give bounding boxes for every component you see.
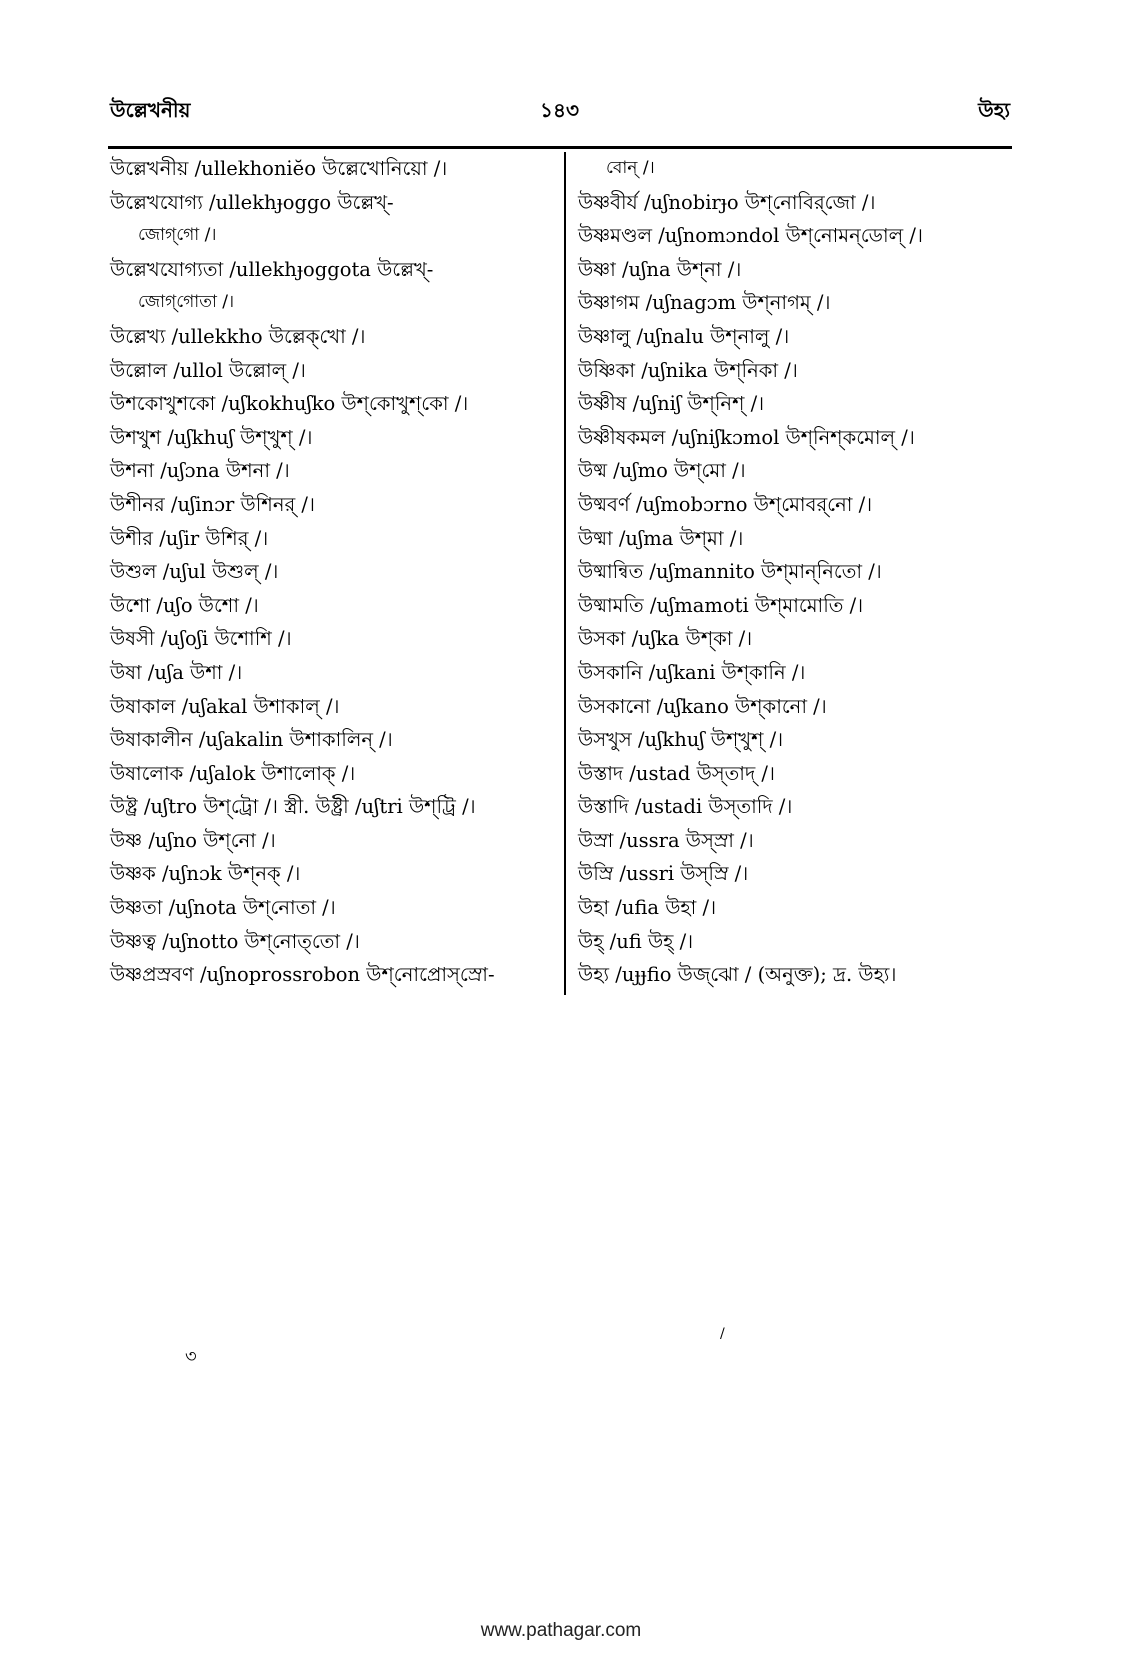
dictionary-entry: উষ্মবর্ণ /uʃmobɔrno উশ্‌মোবর্‌নো /। [578, 492, 873, 516]
dictionary-entry: উষসী /uʃoʃi উশোশি /। [110, 627, 292, 651]
dictionary-entry: উল্লেখনীয় /ullekhoniĕo উল্লেখোনিয়ো /। [110, 157, 448, 180]
dictionary-entry: উস্তাদি /ustadi উস্‌তাদি /। [578, 795, 793, 819]
dictionary-entry: উষ্ণিকা /uʃnika উশ্‌নিকা /। [578, 358, 798, 382]
dictionary-entry: উষাকালীন /uʃakalin উশাকালিন্ /। [110, 728, 393, 752]
dictionary-entry: উল্লোল /ullol উল্লোল্ /। [110, 358, 306, 382]
dictionary-entry: উষাকাল /uʃakal উশাকাল্ /। [110, 694, 340, 718]
dictionary-entry: উহ্ /ufi উহ্ /। [578, 929, 694, 953]
dictionary-entry: উল্লেখযোগ্যতা /ullekhɟoggota উল্লেখ্- [110, 257, 434, 281]
dictionary-entry: উষ্ণত্ব /uʃnotto উশ্‌নোত্‌তো /। [110, 929, 360, 953]
column-divider [564, 152, 566, 995]
dictionary-entry: উসকানো /uʃkano উশ্‌কানো /। [578, 694, 827, 718]
dictionary-entry: উষ্ণপ্রস্রবণ /uʃnoprossrobon উশ্‌নোপ্রোস্‌স্রো- [110, 963, 495, 987]
page-number: ১৪৩ [540, 98, 579, 122]
dictionary-entry-continuation: বোন্ /। [606, 158, 655, 178]
dictionary-entry: উশকোখুশকো /uʃkokhuʃko উশ্‌কোখুশ্‌কো /। [110, 392, 469, 416]
dictionary-entry: উষ্ণ /uʃno উশ্‌নো /। [110, 828, 276, 852]
dictionary-entry: উষ্ণমণ্ডল /uʃnomɔndol উশ্‌নোমন্‌ডোল্ /। [578, 224, 923, 248]
dictionary-entry: উশো /uʃo উশো /। [110, 593, 259, 617]
header-left-guide-word: উল্লেখনীয় [110, 98, 191, 122]
dictionary-entry: উহা /ufia উহা /। [578, 896, 717, 920]
dictionary-entry: উষ্ণালু /uʃnalu উশ্‌নালু /। [578, 324, 790, 348]
dictionary-entry: উল্লেখযোগ্য /ullekhɟoggo উল্লেখ্- [110, 190, 394, 214]
dictionary-entry: উসকানি /uʃkani উশ্‌কানি /। [578, 660, 806, 684]
dictionary-entry: উষ্মান্বিত /uʃmannito উশ্‌মান্‌নিতো /। [578, 560, 882, 584]
dictionary-entry: উসকা /uʃka উশ্‌কা /। [578, 627, 753, 651]
dictionary-entry: উষ্ট্র /uʃtro উশ্‌ট্রো /। স্ত্রী. উষ্ট্রী /uʃtri উশ্‌ট্রি /। [110, 795, 476, 819]
dictionary-entry: উষ্ণক /uʃnɔk উশ্‌নক্ /। [110, 862, 301, 886]
page-header [110, 96, 1010, 136]
dictionary-entry: উশখুশ /uʃkhuʃ উশ্‌খুশ্ /। [110, 425, 313, 449]
dictionary-entry: উষ্ণা /uʃna উশ্‌না /। [578, 257, 742, 281]
dictionary-entry: উস্রা /ussra উস্‌স্রা /। [578, 828, 754, 852]
dictionary-entry: উষ্মামতি /uʃmamoti উশ্‌মামোতি /। [578, 593, 864, 617]
header-rule [108, 146, 1012, 149]
dictionary-entry: উশীনর /uʃinɔr উশিনর্ /। [110, 492, 315, 516]
dictionary-entry-continuation: জোগ্‌গো /। [138, 225, 217, 246]
right-column [578, 152, 1018, 992]
footer-url: www.pathagar.com [480, 1620, 642, 1641]
dictionary-entry: উশীর /uʃir উশির্ /। [110, 526, 269, 550]
dictionary-entry: উষ্ণীষকমল /uʃniʃkɔmol উশ্‌নিশ্‌কমোল্ /। [578, 425, 915, 449]
left-column [110, 152, 554, 992]
dictionary-entry: উস্তাদ /ustad উস্‌তাদ্ /। [578, 761, 775, 785]
dictionary-entry: উশুল /uʃul উশুল্ /। [110, 560, 279, 584]
footer-tick-mark: / [720, 1326, 725, 1342]
dictionary-entry-continuation: জোগ্‌গোতা /। [138, 292, 235, 313]
dictionary-entry: উষ্ণবীর্য /uʃnobirɟo উশ্‌নোবির্‌জো /। [578, 190, 876, 214]
dictionary-entry: উস্রি /ussri উস্‌স্রি /। [578, 862, 749, 886]
dictionary-entry: উষা /uʃa উশা /। [110, 660, 243, 684]
dictionary-entry: উল্লেখ্য /ullekkho উল্লেক্‌খো /। [110, 324, 366, 348]
dictionary-entry: উষালোক /uʃalok উশালোক্ /। [110, 761, 356, 785]
dictionary-entry: উষ্মা /uʃma উশ্‌মা /। [578, 526, 744, 550]
dictionary-entry: উশনা /uʃɔna উশনা /। [110, 459, 290, 483]
dictionary-entry: উহ্য /uɟɟfio উজ্‌ঝো / (অনুক্ত); দ্র. উহ্য। [578, 963, 897, 987]
dictionary-entry: উষ্ণতা /uʃnota উশ্‌নোতা /। [110, 896, 336, 920]
dictionary-entry: উসখুস /uʃkhuʃ উশ্‌খুশ্ /। [578, 728, 784, 752]
dictionary-entry: উষ্ণীষ /uʃniʃ উশ্‌নিশ্ /। [578, 392, 765, 416]
dictionary-entry: উষ্ণাগম /uʃnagɔm উশ্‌নাগম্ /। [578, 291, 831, 315]
dictionary-entry: উষ্ম /uʃmo উশ্‌মো /। [578, 459, 746, 483]
header-right-guide-word: উহ্য [978, 98, 1010, 122]
footer-page-mark: ৩ [185, 1346, 197, 1367]
